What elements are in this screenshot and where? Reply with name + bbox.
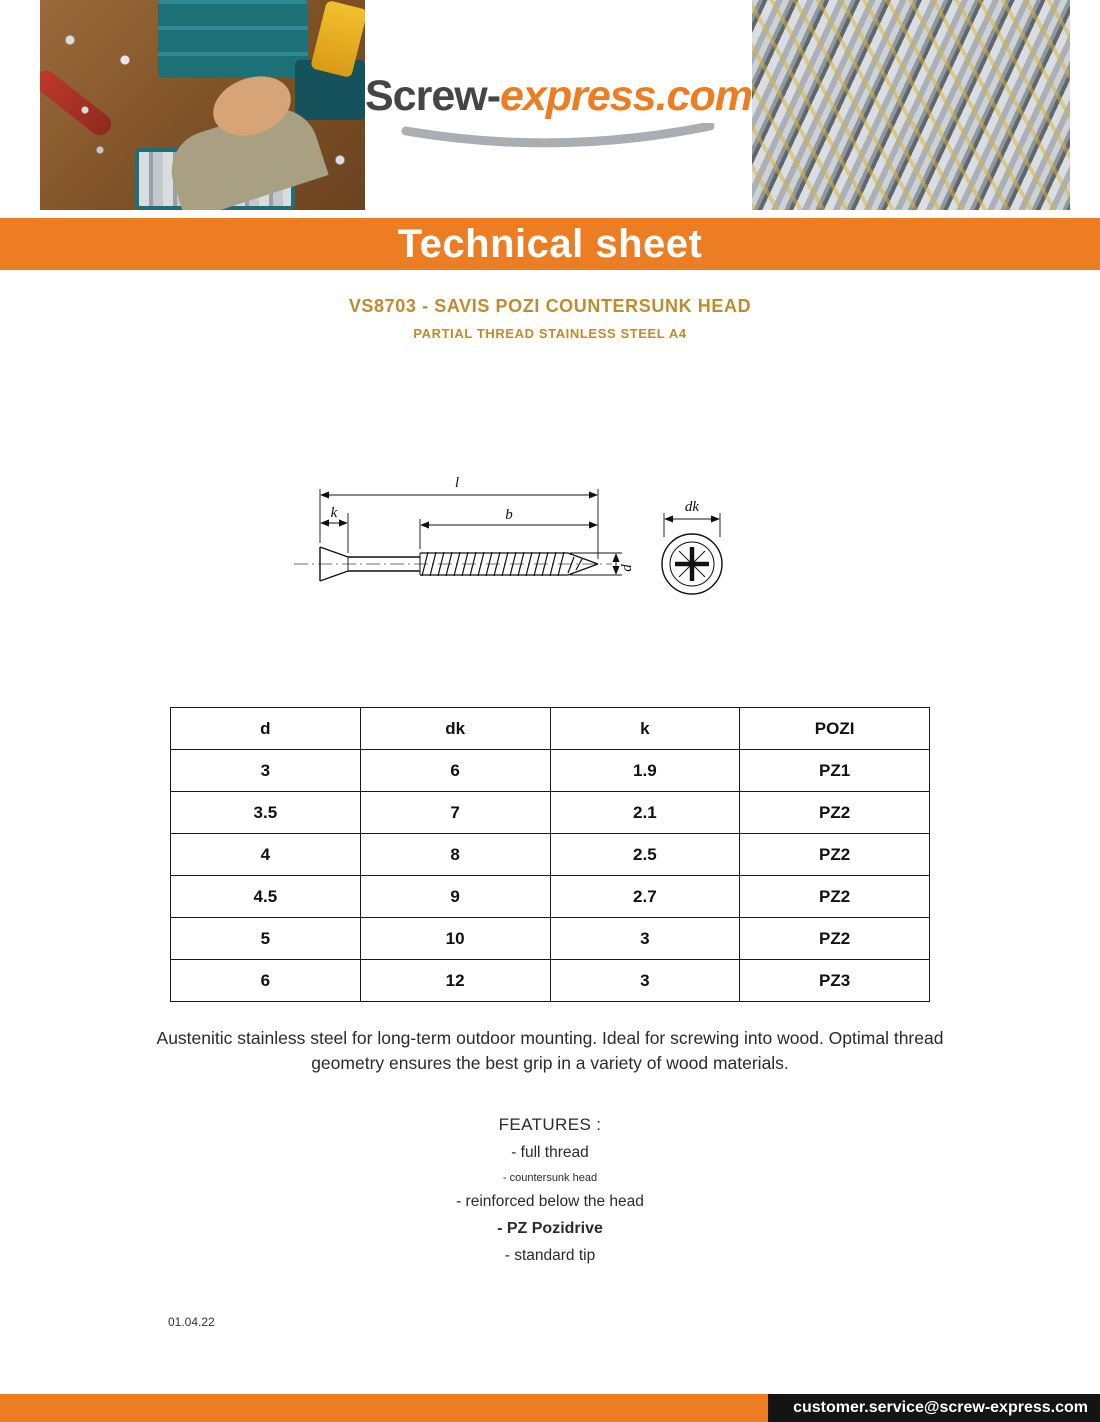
cell-d: 3.5	[171, 792, 361, 834]
cell-d: 3	[171, 750, 361, 792]
cell-dk: 12	[360, 960, 550, 1002]
label-dk: dk	[684, 499, 700, 515]
dimension-b	[420, 519, 597, 549]
screw-head-top-view	[662, 534, 722, 594]
label-b: b	[505, 507, 513, 523]
cell-dk: 7	[360, 792, 550, 834]
cell-pozi: PZ2	[740, 792, 930, 834]
customer-service-email: customer.service@screw-express.com	[793, 1399, 1088, 1416]
photo-scattered-screws	[40, 0, 365, 210]
brand-logo	[365, 0, 752, 210]
brand-logo-part2: express.com	[500, 71, 752, 120]
cell-dk: 9	[360, 876, 550, 918]
column-header-k: k	[550, 708, 740, 750]
table-row	[171, 750, 930, 792]
table-row	[171, 960, 930, 1002]
header	[0, 0, 1100, 210]
table-header-row	[171, 708, 930, 750]
brand-logo-text	[365, 72, 752, 121]
table-row	[171, 792, 930, 834]
dimension-l	[320, 489, 598, 559]
footer-contact-bar	[768, 1394, 1100, 1422]
cell-d: 4	[171, 834, 361, 876]
features-heading: FEATURES :	[498, 1114, 602, 1134]
feature-full-thread: - full thread	[511, 1143, 589, 1161]
cell-pozi: PZ2	[740, 876, 930, 918]
cell-k: 2.1	[550, 792, 740, 834]
cell-k: 3	[550, 960, 740, 1002]
cell-dk: 8	[360, 834, 550, 876]
cell-k: 2.7	[550, 876, 740, 918]
cell-dk: 10	[360, 918, 550, 960]
feature-pz-pozidrive: - PZ Pozidrive	[497, 1219, 603, 1237]
table-row	[171, 834, 930, 876]
product-subtitle: PARTIAL THREAD STAINLESS STEEL A4	[413, 326, 687, 341]
header-photo-screw-pile	[752, 0, 1070, 210]
product-title: VS8703 - SAVIS POZI COUNTERSUNK HEAD	[348, 296, 752, 316]
column-header-d: d	[171, 708, 361, 750]
cell-pozi: PZ2	[740, 918, 930, 960]
cell-pozi: PZ3	[740, 960, 930, 1002]
label-d: d	[619, 564, 635, 572]
spec-table	[170, 707, 930, 1002]
product-titles	[0, 296, 1100, 341]
footer-orange-bar	[0, 1394, 768, 1422]
cell-pozi: PZ2	[740, 834, 930, 876]
features-section	[0, 1115, 1100, 1265]
logo-swoosh-icon	[398, 123, 718, 153]
cell-pozi: PZ1	[740, 750, 930, 792]
screw-drawing-svg	[280, 469, 750, 619]
feature-standard-tip: - standard tip	[504, 1246, 596, 1264]
document-date: 01.04.22	[168, 1314, 215, 1329]
label-l: l	[454, 475, 460, 491]
header-photo-workbench	[40, 0, 365, 210]
column-header-dk: dk	[360, 708, 550, 750]
table-row	[171, 918, 930, 960]
product-description: Austenitic stainless steel for long-term outdoor mounting. Ideal for screwing into wood. Optimal thread geometry ensures the best grip in a variety of wood materials.	[156, 1028, 944, 1074]
cell-k: 3	[550, 918, 740, 960]
banner	[0, 218, 1100, 270]
screw-technical-drawing	[0, 469, 1100, 619]
cell-d: 5	[171, 918, 361, 960]
feature-countersunk-head: - countersunk head	[502, 1171, 598, 1184]
table-row	[171, 876, 930, 918]
footer	[0, 1394, 1100, 1422]
cell-d: 4.5	[171, 876, 361, 918]
cell-k: 1.9	[550, 750, 740, 792]
cell-k: 2.5	[550, 834, 740, 876]
brand-logo-part1: Screw-	[365, 71, 501, 120]
label-k: k	[330, 505, 338, 521]
cell-d: 6	[171, 960, 361, 1002]
column-header-pozi: POZI	[740, 708, 930, 750]
page-title: Technical sheet	[397, 221, 703, 266]
feature-reinforced: - reinforced below the head	[456, 1192, 644, 1210]
cell-dk: 6	[360, 750, 550, 792]
